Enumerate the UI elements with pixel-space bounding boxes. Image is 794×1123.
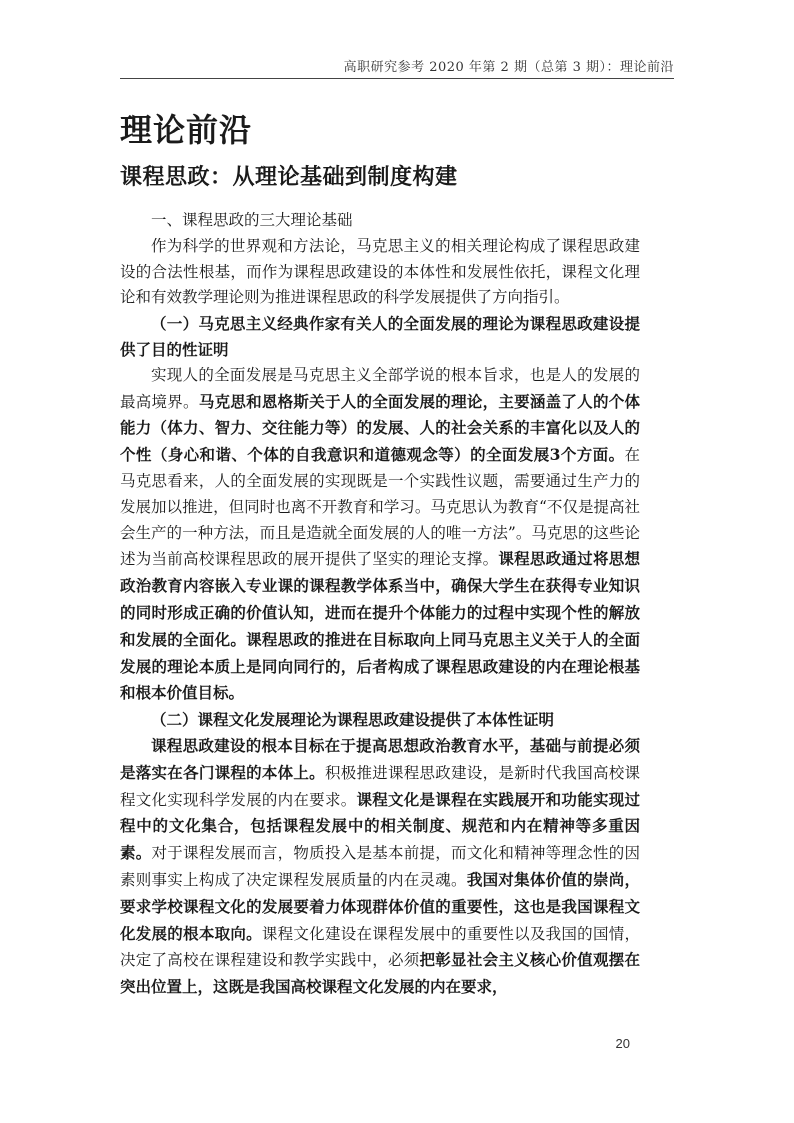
bold-text-run: 课程文化是课程在实践展开和功能实现过程中的文化集合，包括课程发展中的相关制度、规范和内在精神等多重因素。 — [120, 789, 640, 863]
page-number: 20 — [615, 1036, 630, 1051]
paragraph: 作为科学的世界观和方法论，马克思主义的相关理论构成了课程思政建设的合法性根基，而作为课程思政建设的本体性和发展性依托，课程文化理论和有效教学理论则为推进课程思政的科学发展提供了方向指引。 — [120, 236, 640, 307]
text-run: 积极推进课程思政建设，是新时代我国高校课程文化实现科学发展的内在要求。 — [120, 763, 640, 809]
text-run: 对于课程发展而言，物质投入是基本前提，而文化和精神等理念性的因素则事实上构成了决定课程发展质量的内在灵魂。 — [120, 844, 640, 889]
section-heading: 一、课程思政的三大理论基础 — [151, 211, 353, 229]
subsection-heading: （二）课程文化发展理论为课程思政建设提供了本体性证明 — [151, 710, 555, 730]
subsection-heading: （一）马克思主义经典作家有关人的全面发展的理论为课程思政建设提供了目的性证明 — [120, 314, 640, 359]
text-run: 在马克思看来，人的全面发展的实现既是一个实践性议题，需要通过生产力的发展加以推进，但同时也离不开教育和学习。马克思认为教育“不仅是提高社会生产的一种方法，而且是造就全面发展的人的唯一方法”。马克思的这些论述为当前高校课程思政的展开提供了坚实的理论支撑。 — [120, 446, 640, 569]
bold-text-run: 马克思和恩格斯关于人的全面发展的理论，主要涵盖了人的个体能力（体力、智力、交往能力等）的发展、人的社会关系的丰富化以及人的个性（身心和谐、个体的自我意识和道德观念等）的全面发展3个方面。 — [120, 391, 640, 465]
header-divider — [120, 78, 674, 79]
article-title: 课程思政：从理论基础到制度构建 — [120, 165, 458, 190]
bold-text-run: 课程思政通过将思想政治教育内容嵌入专业课的课程教学体系当中，确保大学生在获得专业知识的同时形成正确的价值认知，进而在提升个体能力的过程中实现个性的解放和发展的全面化。课程思政的推进在目标取向上同马克思主义关于人的全面发展的理论本质上是同向同行的，后者构成了课程思政建设的内在理论根基和根本价值目标。 — [120, 549, 640, 703]
section-title: 理论前沿 — [120, 111, 253, 149]
paragraph — [120, 733, 640, 1001]
article-body — [120, 208, 640, 1001]
running-header: 高职研究参考 2020 年第 2 期（总第 3 期）：理论前沿 — [343, 60, 674, 75]
text-run: 实现人的全面发展是马克思主义全部学说的根本旨求，也是人的发展的最高境界。 — [120, 365, 640, 411]
paragraph — [120, 363, 640, 707]
bold-text-run: 课程思政建设的根本目标在于提高思想政治教育水平，基础与前提必须是落实在各门课程的本体上。 — [120, 735, 640, 782]
text-run: 课程文化建设在课程发展中的重要性以及我国的国情，决定了高校在课程建设和教学实践中，必须 — [120, 924, 640, 970]
bold-text-run: 把彰显社会主义核心价值观摆在突出位置上，这既是我国高校课程文化发展的内在要求， — [120, 950, 640, 997]
bold-text-run: 我国对集体价值的崇尚，要求学校课程文化的发展要着力体现群体价值的重要性，这也是我国课程文化发展的根本取向。 — [120, 869, 640, 943]
